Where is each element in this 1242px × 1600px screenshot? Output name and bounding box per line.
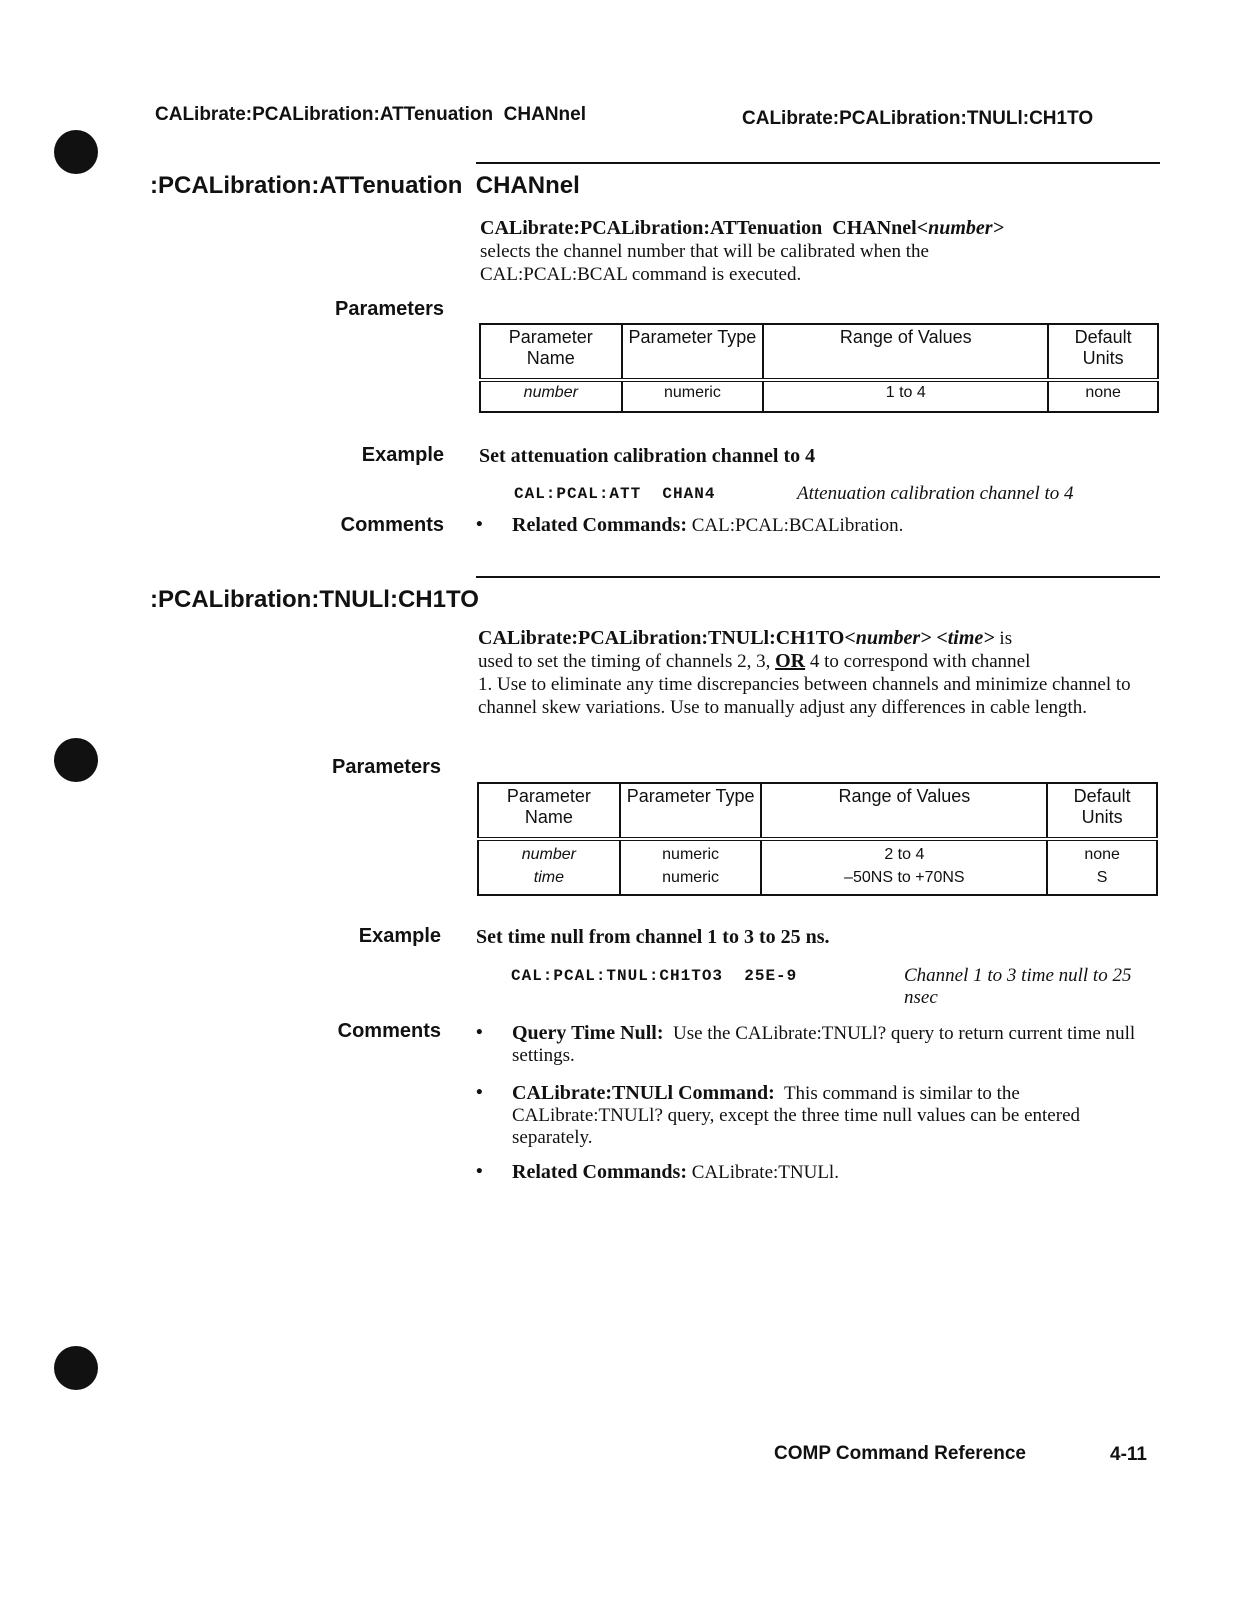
comment-bold: CALibrate:TNULl Command: xyxy=(512,1082,775,1104)
cell-name-time: time xyxy=(533,869,564,886)
header-range-of-values: Range of Values xyxy=(761,783,1047,839)
bullet-icon: • xyxy=(476,1022,483,1043)
command-parameter: <number> xyxy=(916,217,1004,239)
cell-range xyxy=(761,839,1047,895)
header-parameter-name: Parameter Name xyxy=(478,783,620,839)
comment-item xyxy=(476,514,1166,538)
example-label: Example xyxy=(361,444,444,466)
table-row xyxy=(478,839,1157,895)
footer-title: COMP Command Reference xyxy=(774,1443,1026,1464)
cell-type-time: numeric xyxy=(662,869,720,886)
description-text: 1. Use to eliminate any time discrepancies between channels and minimize channel to channel skew variations. Use to manually adjust any differences in cable length. xyxy=(478,674,1131,718)
comment-bold: Related Commands: xyxy=(512,514,687,536)
header-parameter-type: Parameter Type xyxy=(620,783,762,839)
comment-text: CAL:PCAL:BCALibration. xyxy=(687,515,904,536)
binder-hole-bottom xyxy=(54,1346,98,1390)
bullet-icon: • xyxy=(476,1161,483,1182)
description-text: selects the channel number that will be calibrated when the CAL:PCAL:BCAL command is executed. xyxy=(480,241,929,285)
command-syntax: CALibrate:PCALibration:TNULl:CH1TO xyxy=(478,627,845,649)
example-code: CAL:PCAL:ATT CHAN4 xyxy=(514,485,716,503)
section-description xyxy=(478,627,1160,719)
cell-units-time: S xyxy=(1096,869,1108,886)
bullet-icon: • xyxy=(476,1082,483,1103)
parameters-table xyxy=(479,323,1159,413)
section-rule xyxy=(476,576,1160,578)
example-title: Set attenuation calibration channel to 4 xyxy=(479,445,816,467)
comments-label: Comments xyxy=(340,514,444,536)
header-default-units: Default Units xyxy=(1047,783,1157,839)
header-default-units: Default Units xyxy=(1048,324,1158,380)
running-header-right: CALibrate:PCALibration:TNULl:CH1TO xyxy=(742,108,1094,129)
cell-units xyxy=(1047,839,1157,895)
comment-item xyxy=(476,1022,1166,1068)
cell-range: 1 to 4 xyxy=(763,380,1048,412)
parameters-label: Parameters xyxy=(335,298,444,320)
table-row xyxy=(480,380,1158,412)
comment-text: CALibrate:TNULl. xyxy=(687,1162,839,1183)
cell-units-number: none xyxy=(1084,846,1120,863)
cell-range-number: 2 to 4 xyxy=(884,846,925,863)
section-title: :PCALibration:ATTenuation CHANnel xyxy=(150,172,580,199)
cell-type-number: numeric xyxy=(662,846,720,863)
table-header-row xyxy=(478,783,1157,839)
cell-name: number xyxy=(480,380,622,412)
comment-item xyxy=(476,1082,1166,1150)
parameters-label: Parameters xyxy=(332,756,441,778)
header-parameter-type: Parameter Type xyxy=(622,324,764,380)
cell-name xyxy=(478,839,620,895)
description-or: OR xyxy=(775,650,806,672)
command-parameter-time: <time> xyxy=(936,627,995,649)
example-title: Set time null from channel 1 to 3 to 25 ns. xyxy=(476,926,830,948)
comment-text: This command is similar to the CALibrate:TNULl? query, except the three time null values can be entered separately. xyxy=(512,1083,1085,1148)
example-description: Attenuation calibration channel to 4 xyxy=(797,483,1074,504)
parameters-table xyxy=(477,782,1158,896)
example-label: Example xyxy=(358,925,441,947)
section-description xyxy=(480,217,1160,286)
comments-label: Comments xyxy=(337,1020,441,1042)
example-description: Channel 1 to 3 time null to 25 nsec xyxy=(904,965,1132,1008)
section-rule xyxy=(476,162,1160,164)
header-range-of-values: Range of Values xyxy=(763,324,1048,380)
cell-range-time: –50NS to +70NS xyxy=(844,869,965,886)
command-syntax: CALibrate:PCALibration:ATTenuation CHANnel xyxy=(480,217,917,239)
description-line-2b: 4 to correspond with channel xyxy=(809,651,1031,672)
header-parameter-name: Parameter Name xyxy=(480,324,622,380)
description-line-2a: used to set the timing of channels 2, 3, xyxy=(478,651,771,672)
command-parameter-number: <number> xyxy=(844,627,932,649)
bullet-icon: • xyxy=(476,514,483,535)
cell-units: none xyxy=(1048,380,1158,412)
binder-hole-middle xyxy=(54,738,98,782)
comment-item xyxy=(476,1161,1166,1185)
comment-text: Use the CALibrate:TNULl? query to return current time null settings. xyxy=(512,1023,1140,1066)
comment-bold: Related Commands: xyxy=(512,1161,687,1183)
running-header-left: CALibrate:PCALibration:ATTenuation CHANnel xyxy=(155,104,586,125)
description-is: is xyxy=(994,628,1013,649)
table-header-row xyxy=(480,324,1158,380)
page-number: 4-11 xyxy=(1110,1444,1147,1465)
comment-bold: Query Time Null: xyxy=(512,1022,664,1044)
section-title: :PCALibration:TNULl:CH1TO xyxy=(150,586,479,613)
binder-hole-top xyxy=(54,130,98,174)
cell-type: numeric xyxy=(622,380,764,412)
example-code: CAL:PCAL:TNUL:CH1TO3 25E-9 xyxy=(511,967,798,985)
cell-type xyxy=(620,839,762,895)
cell-name-number: number xyxy=(521,846,576,863)
